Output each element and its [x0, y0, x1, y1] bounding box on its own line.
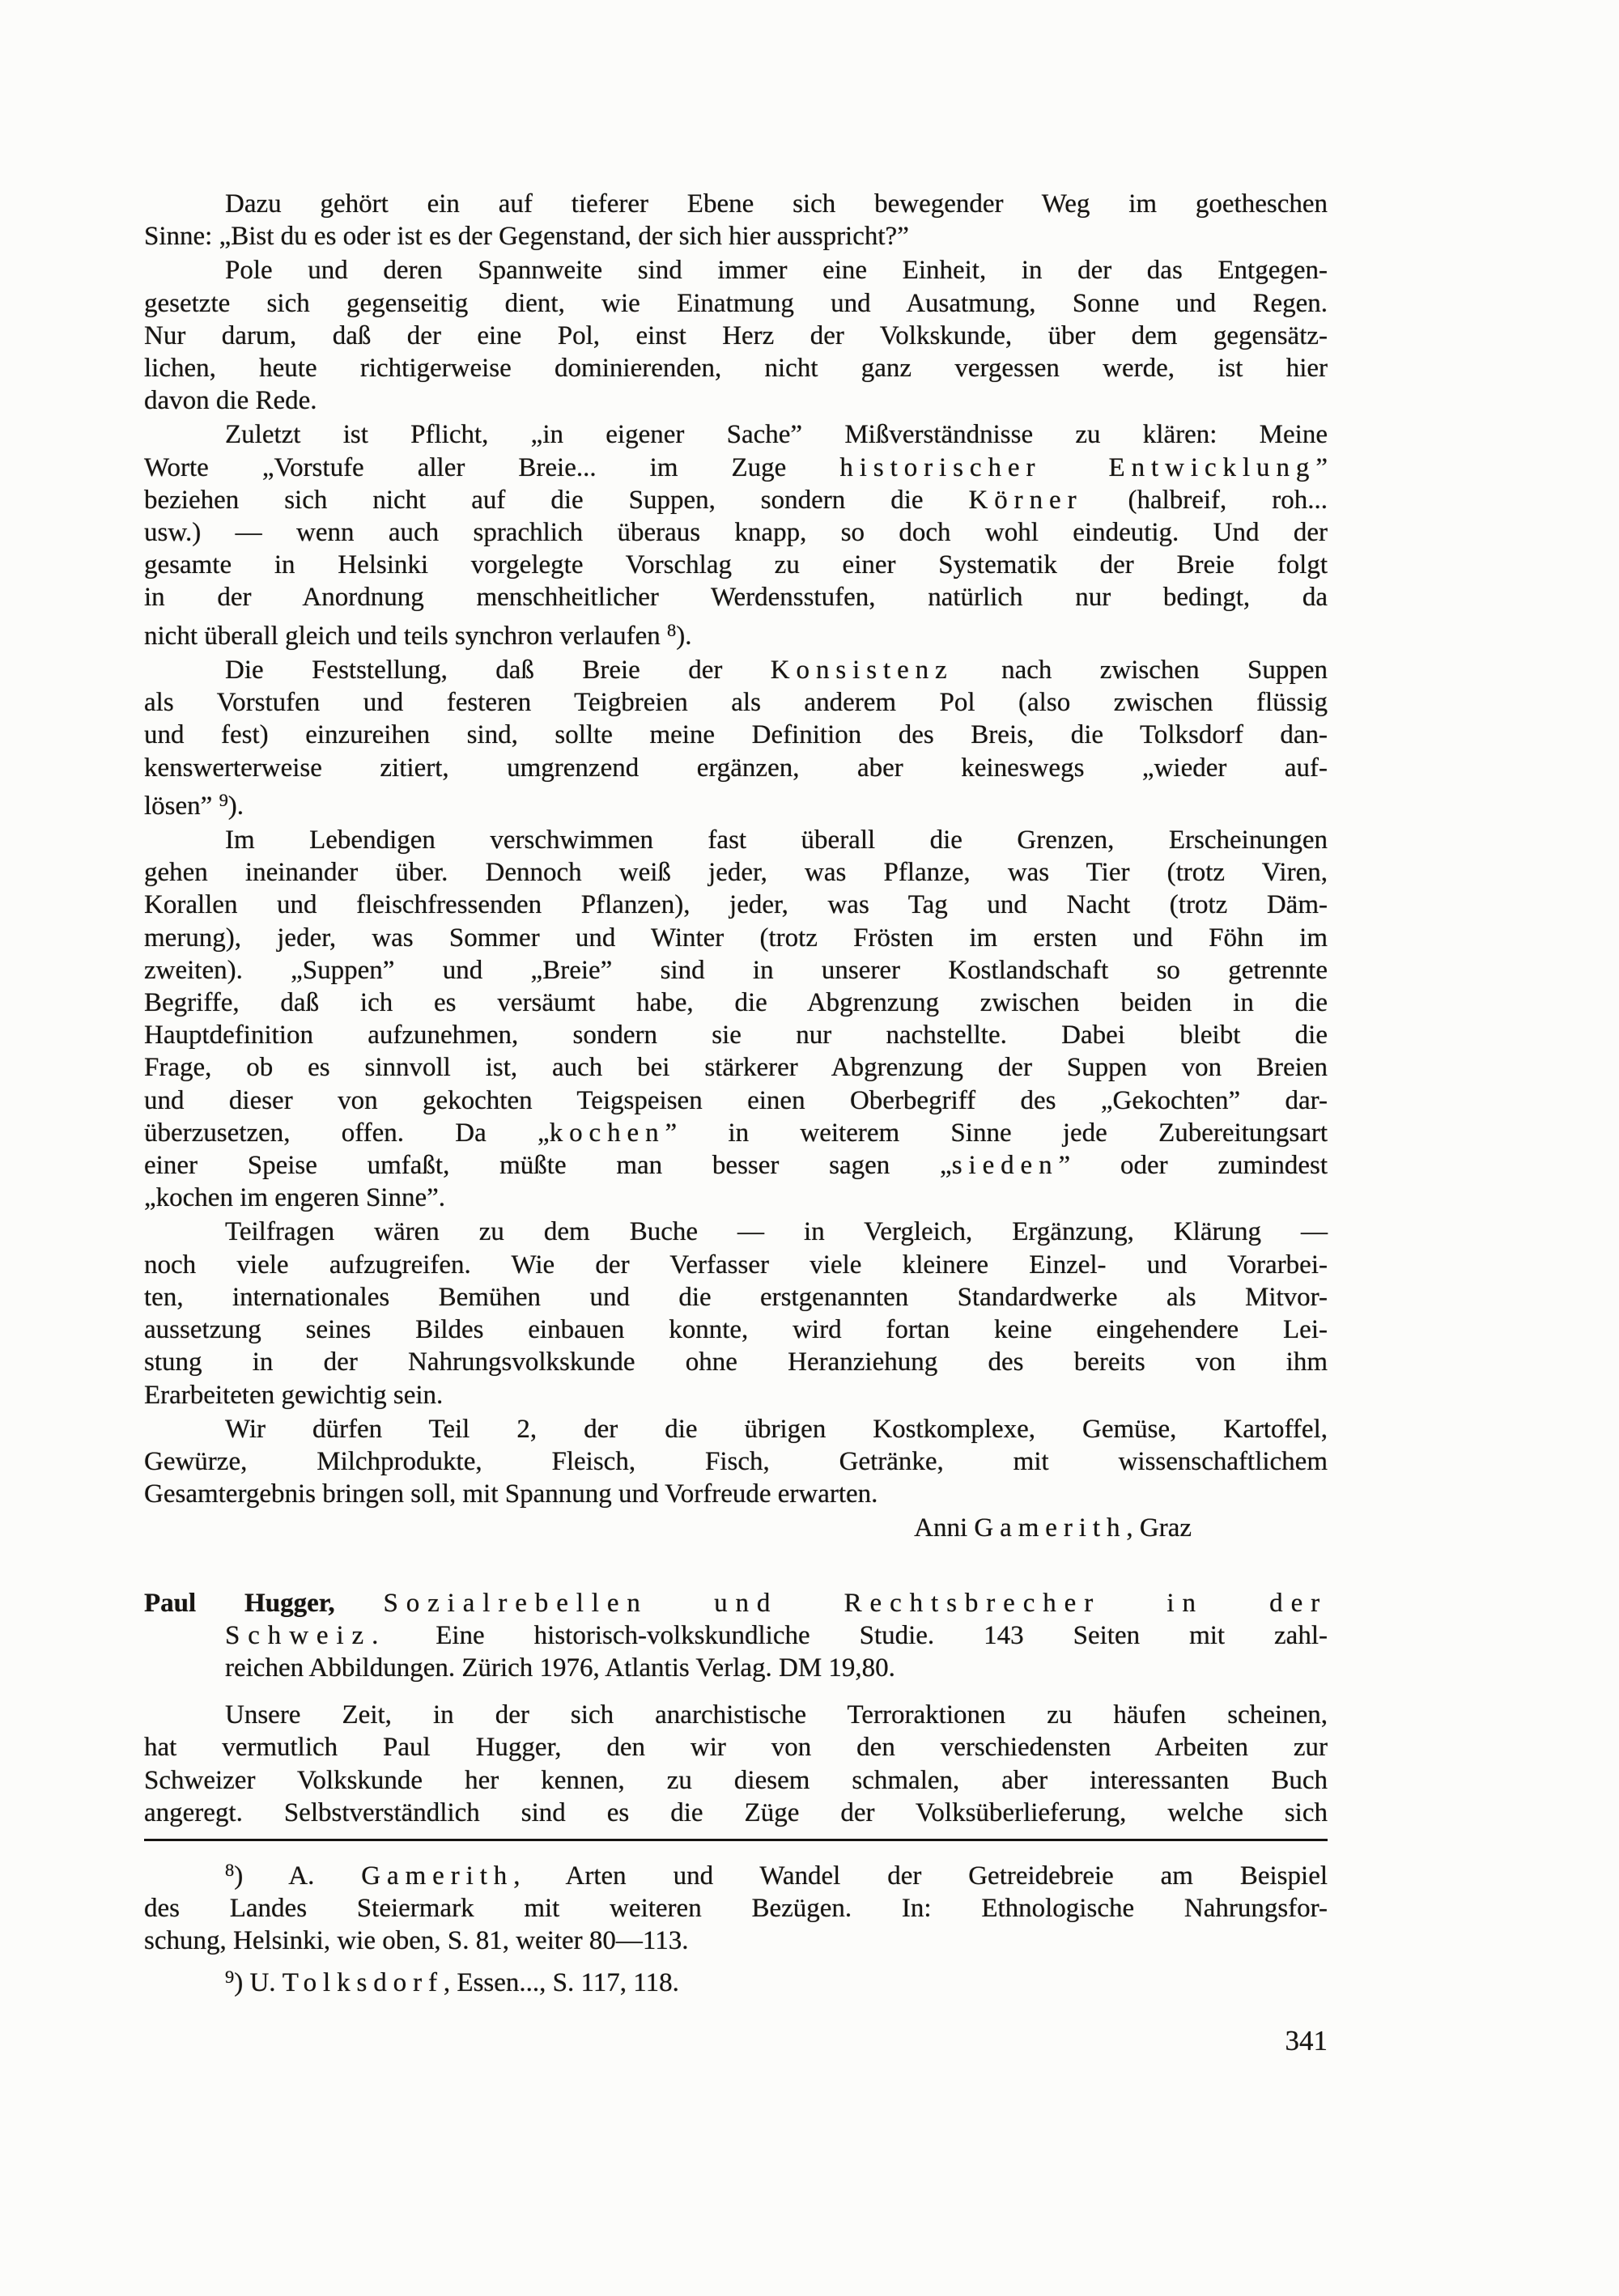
- footnote-8: [144, 1854, 1328, 1958]
- text-line: Begriffe, daß ich es versäumt habe, die Abgrenzung zwischen beiden in die: [144, 988, 1328, 1018]
- text-line: nicht überall gleich und teils synchron verlaufen $^8$).: [144, 619, 692, 651]
- text-line: lösen” $^9$).: [144, 789, 244, 821]
- text-line: Gesamtergebnis bringen soll, mit Spannung und Vorfreude erwarten.: [144, 1479, 878, 1509]
- letterspaced-text: Gamerith: [361, 1861, 514, 1891]
- paragraph-teil2: [144, 1413, 1328, 1511]
- text-line: Worte „Vorstufe aller Breie... im Zuge historischer Entwicklung”: [144, 452, 1328, 482]
- text-line: des Landes Steiermark mit weiteren Bezügen. In: Ethnologische Nahrungsfor-: [144, 1894, 1328, 1924]
- letterspaced-text: historischer Entwicklung: [839, 452, 1316, 482]
- footnote-9: [144, 1961, 1328, 1999]
- text-line: Unsere Zeit, in der sich anarchistische Terroraktionen zu häufen scheinen,: [225, 1700, 1328, 1730]
- reviewer-signature: [144, 1512, 1328, 1544]
- paragraph-lebendigen: [144, 824, 1328, 1214]
- text-line: überzusetzen, offen. Da „kochen” in weiterem Sinne jede Zubereitungsart: [144, 1118, 1328, 1148]
- text-line: reichen Abbildungen. Zürich 1976, Atlantis Verlag. DM 19,80.: [225, 1653, 895, 1683]
- letterspaced-text: Gamerith: [974, 1513, 1127, 1543]
- text-line: noch viele aufzugreifen. Wie der Verfasser viele kleinere Einzel- und Vorarbei-: [144, 1250, 1328, 1280]
- text-line: „kochen im engeren Sinne”.: [144, 1183, 446, 1213]
- text-line: Erarbeiteten gewichtig sein.: [144, 1380, 444, 1410]
- text-line: gesetzte sich gegenseitig dient, wie Einatmung und Ausatmung, Sonne und Regen.: [144, 288, 1328, 318]
- text-line: Teilfragen wären zu dem Buche — in Vergleich, Ergänzung, Klärung —: [225, 1217, 1328, 1247]
- review-heading: [144, 1587, 1328, 1685]
- text-line: Korallen und fleischfressenden Pflanzen), jeder, was Tag und Nacht (trotz Däm-: [144, 890, 1328, 920]
- document-text: [144, 188, 1328, 1999]
- text-line: Schweizer Volkskunde her kennen, zu diesem schmalen, aber interessanten Buch: [144, 1765, 1328, 1795]
- letterspaced-text: Tolksdorf: [282, 1967, 444, 1997]
- letterspaced-text: Sozialrebellen und Rechtsbrecher in der: [383, 1588, 1328, 1618]
- text-line: $^8$) A. Gamerith, Arten und Wandel der Getreidebreie am Beispiel: [225, 1859, 1328, 1891]
- bold-text: Paul Hugger,: [144, 1588, 335, 1618]
- page-number: 341: [1285, 2025, 1328, 2056]
- footnote-marker: 9: [225, 1966, 235, 1987]
- text-line: und fest) einzureihen sind, sollte meine Definition des Breis, die Tolksdorf dan-: [144, 720, 1328, 750]
- text-line: Hauptdefinition aufzunehmen, sondern sie nur nachstellte. Dabei bleibt die: [144, 1021, 1328, 1050]
- text-line: einer Speise umfaßt, müßte man besser sagen „sieden” oder zumindest: [144, 1151, 1328, 1181]
- text-line: angeregt. Selbstverständlich sind es die Züge der Volksüberlieferung, welche sich: [144, 1797, 1328, 1827]
- text-line: Zuletzt ist Pflicht, „in eigener Sache” Mißverständnisse zu klären: Meine: [225, 420, 1328, 450]
- text-line: kenswerterweise zitiert, umgrenzend ergänzen, aber keineswegs „wieder auf-: [144, 753, 1328, 783]
- text-line: lichen, heute richtigerweise dominierenden, nicht ganz vergessen werde, ist hier: [144, 354, 1328, 384]
- text-line: Anni Gamerith, Graz: [914, 1513, 1192, 1543]
- letterspaced-text: Körner: [968, 485, 1083, 515]
- paragraph-teilfragen: [144, 1216, 1328, 1411]
- text-line: hat vermutlich Paul Hugger, den wir von den verschiedensten Arbeiten zur: [144, 1733, 1328, 1763]
- text-line: gehen ineinander über. Dennoch weiß jeder, was Pflanze, was Tier (trotz Viren,: [144, 858, 1328, 888]
- text-line: gesamte in Helsinki vorgelegte Vorschlag zu einer Systematik der Breie folgt: [144, 550, 1328, 580]
- text-line: aussetzung seines Bildes einbauen konnte, wird fortan keine eingehendere Lei-: [144, 1315, 1328, 1345]
- paragraph-goethe: [144, 188, 1328, 253]
- text-line: Gewürze, Milchprodukte, Fleisch, Fisch, Getränke, mit wissenschaftlichem: [144, 1446, 1328, 1476]
- text-line: als Vorstufen und festeren Teigbreien als anderem Pol (also zwischen flüssig: [144, 688, 1328, 718]
- paragraph-pole: [144, 254, 1328, 417]
- paragraph-unsere-zeit: [144, 1699, 1328, 1829]
- paragraph-zuletzt: [144, 418, 1328, 652]
- text-line: Nur darum, daß der eine Pol, einst Herz der Volkskunde, über dem gegensätz-: [144, 320, 1328, 350]
- footnote-separator: [144, 1839, 1328, 1841]
- text-line: in der Anordnung menschheitlicher Werdensstufen, natürlich nur bedingt, da: [144, 583, 1328, 613]
- footnote-marker: 8: [667, 619, 677, 640]
- letterspaced-text: Konsistenz: [770, 655, 954, 685]
- text-line: Sinne: „Bist du es oder ist es der Gegenstand, der sich hier ausspricht?”: [144, 222, 909, 252]
- text-line: usw.) — wenn auch sprachlich überaus knapp, so doch wohl eindeutig. Und der: [144, 518, 1328, 548]
- text-line: [144, 1587, 1328, 1619]
- text-line: schung, Helsinki, wie oben, S. 81, weiter 80—113.: [144, 1926, 689, 1956]
- text-line: beziehen sich nicht auf die Suppen, sondern die Körner (halbreif, roh...: [144, 485, 1328, 515]
- text-line: stung in der Nahrungsvolkskunde ohne Heranziehung des bereits von ihm: [144, 1347, 1328, 1377]
- text-line: Die Feststellung, daß Breie der Konsistenz nach zwischen Suppen: [225, 655, 1328, 685]
- text-line: zweiten). „Suppen” und „Breie” sind in unserer Kostlandschaft so getrennte: [144, 955, 1328, 985]
- footnote-marker: 9: [219, 789, 228, 810]
- text-line: Schweiz. Eine historisch-volkskundliche Studie. 143 Seiten mit zahl-: [225, 1620, 1328, 1650]
- letterspaced-text: sieden: [951, 1151, 1059, 1181]
- text-line: Im Lebendigen verschwimmen fast überall die Grenzen, Erscheinungen: [225, 825, 1328, 855]
- text-line: davon die Rede.: [144, 386, 317, 416]
- text-line: Wir dürfen Teil 2, der die übrigen Kostkomplexe, Gemüse, Kartoffel,: [225, 1414, 1328, 1444]
- text-line: und dieser von gekochten Teigspeisen einen Oberbegriff des „Gekochten” dar-: [144, 1085, 1328, 1115]
- paragraph-feststellung: [144, 654, 1328, 822]
- text-line: Dazu gehört ein auf tieferer Ebene sich bewegender Weg im goetheschen: [225, 189, 1328, 219]
- footnote-marker: 8: [225, 1859, 235, 1880]
- text-line: ten, internationales Bemühen und die erstgenannten Standardwerke als Mitvor-: [144, 1282, 1328, 1312]
- text-line: $^9$) U. Tolksdorf, Essen..., S. 117, 118.: [225, 1966, 679, 1997]
- text-line: Pole und deren Spannweite sind immer eine Einheit, in der das Entgegen-: [225, 256, 1328, 286]
- letterspaced-text: kochen: [549, 1118, 665, 1148]
- text-line: merung), jeder, was Sommer und Winter (trotz Frösten im ersten und Föhn im: [144, 923, 1328, 953]
- letterspaced-text: Schweiz.: [225, 1620, 387, 1650]
- text-line: Frage, ob es sinnvoll ist, auch bei stärkerer Abgrenzung der Suppen von Breien: [144, 1053, 1328, 1083]
